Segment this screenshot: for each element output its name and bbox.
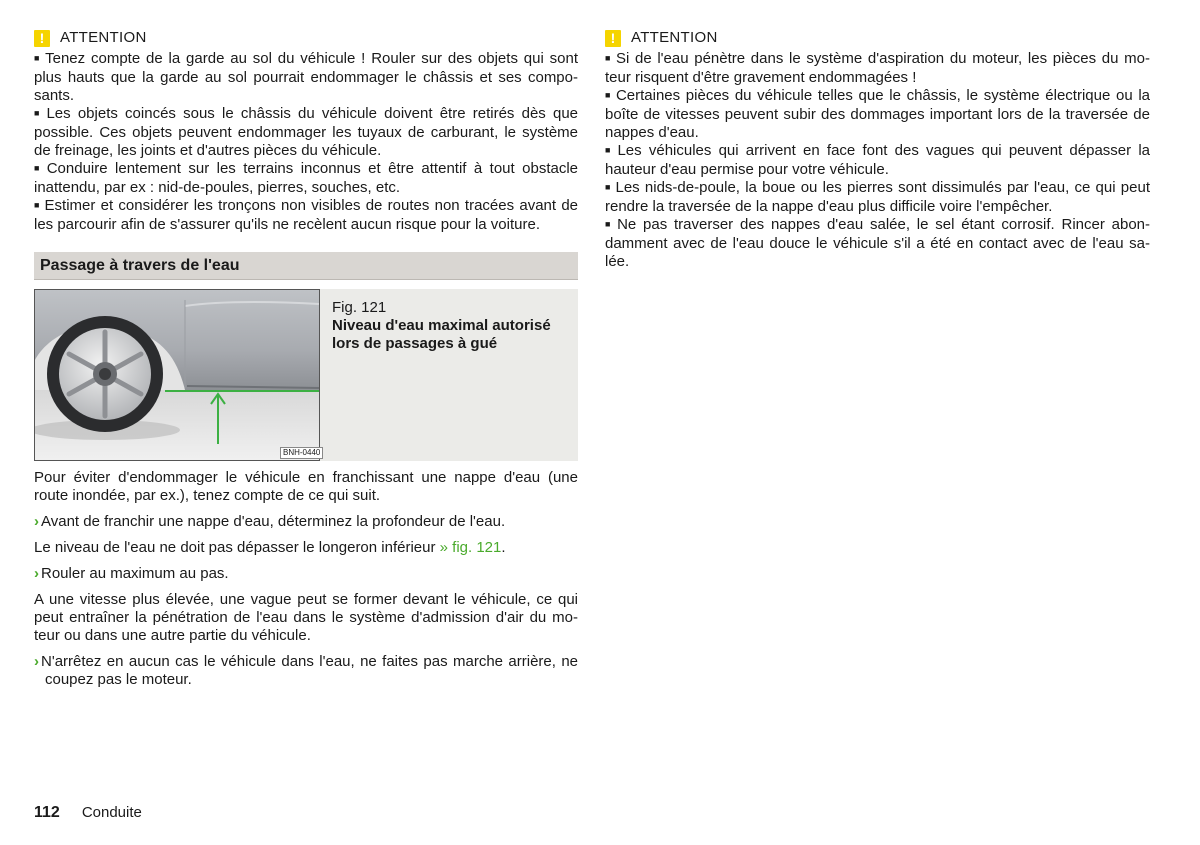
- chapter-name: Conduite: [81, 804, 142, 821]
- exclamation-icon: !: [34, 30, 50, 47]
- warning-title: ATTENTION: [60, 29, 147, 46]
- car-wheel-illustration: [34, 289, 320, 461]
- step-item: [34, 653, 578, 689]
- left-column: [34, 28, 578, 689]
- warning-bullet: ■ Ne pas traverser des nappes d'eau salée, le sel étant corrosif. Rincer abon-damment avec de l'eau douce le véhicule s'il a été en contact avec de l'eau sa-lée.: [605, 216, 1150, 271]
- warning-bullet: ■ Les objets coincés sous le châssis du véhicule doivent être retirés dès que possible. Ces objets peuvent endommager les tuyaux de carburant, le système de freinage, les joints et d'autres pièces du véhicule.: [34, 105, 578, 160]
- figure: [34, 289, 578, 461]
- warning-bullet: ■ Conduire lentement sur les terrains inconnus et être attentif à tout obstacle inattendu, par ex : nid-de-poules, pierres, souches, etc.: [34, 160, 578, 197]
- warning-header: [605, 28, 1150, 48]
- level-text: Le niveau de l'eau ne doit pas dépasser le longeron inférieur: [34, 539, 440, 556]
- step-item: [34, 565, 578, 583]
- step-marker: ›: [34, 513, 39, 530]
- figure-caption-text: Niveau d'eau maximal autorisé lors de passages à gué: [332, 317, 551, 352]
- step-item: [34, 513, 578, 531]
- intro-paragraph: Pour éviter d'endommager le véhicule en franchissant une nappe d'eau (une route inondée, par ex.), tenez compte de ce qui suit.: [34, 469, 578, 504]
- page-number: 112: [34, 804, 60, 821]
- warning-bullet: ■ Estimer et considérer les tronçons non visibles de routes non tracées avant de les parcourir afin de s'assurer qu'ils ne recèlent aucun risque pour la voiture.: [34, 197, 578, 234]
- figure-caption: [332, 299, 572, 353]
- figure-number: Fig. 121: [332, 299, 387, 316]
- exclamation-icon: !: [605, 30, 621, 47]
- step-marker: ›: [34, 565, 39, 582]
- step-text: Rouler au maximum au pas.: [41, 565, 229, 582]
- step-text: Avant de franchir une nappe d'eau, déterminez la profondeur de l'eau.: [41, 513, 506, 530]
- warning-bullet: ■ Les nids-de-poule, la boue ou les pierres sont dissimulés par l'eau, ce qui peut rendre la traversée de la nappe d'eau plus difficile voire l'empêcher.: [605, 179, 1150, 216]
- level-paragraph: Le niveau de l'eau ne doit pas dépasser le longeron inférieur » fig. 121.: [34, 539, 506, 556]
- wave-paragraph: A une vitesse plus élevée, une vague peut se former devant le véhicule, ce qui peut entraîner la pénétration de l'eau dans le système d'admission d'air du mo-teur ou dans une autre partie du véhicule.: [34, 591, 578, 644]
- warning-bullet: ■ Certaines pièces du véhicule telles que le châssis, le système électrique ou la boîte de vitesses peuvent subir des dommages important lors de la traversée de nappes d'eau.: [605, 87, 1150, 142]
- warning-header: [34, 28, 578, 48]
- section-title: Passage à travers de l'eau: [34, 252, 578, 280]
- warning-bullet: ■ Tenez compte de la garde au sol du véhicule ! Rouler sur des objets qui sont plus hauts que la garde au sol pourrait endommager le châssis et ses compo-sants.: [34, 50, 578, 105]
- step-marker: ›: [34, 653, 39, 670]
- warning-bullet: ■ Si de l'eau pénètre dans le système d'aspiration du moteur, les pièces du mo-teur risquent d'être gravement endommagées !: [605, 50, 1150, 87]
- warning-title: ATTENTION: [631, 29, 718, 46]
- warning-bullet: ■ Les véhicules qui arrivent en face font des vagues qui peuvent dépasser la hauteur d'eau permise pour votre véhicule.: [605, 142, 1150, 179]
- right-column: [605, 28, 1150, 271]
- page-footer: [34, 804, 142, 822]
- figure-reference-link[interactable]: » fig. 121: [439, 539, 502, 556]
- step-text: N'arrêtez en aucun cas le véhicule dans l'eau, ne faites pas marche arrière, ne coupez pas le moteur.: [41, 653, 578, 688]
- figure-code: BNH-0440: [280, 447, 323, 459]
